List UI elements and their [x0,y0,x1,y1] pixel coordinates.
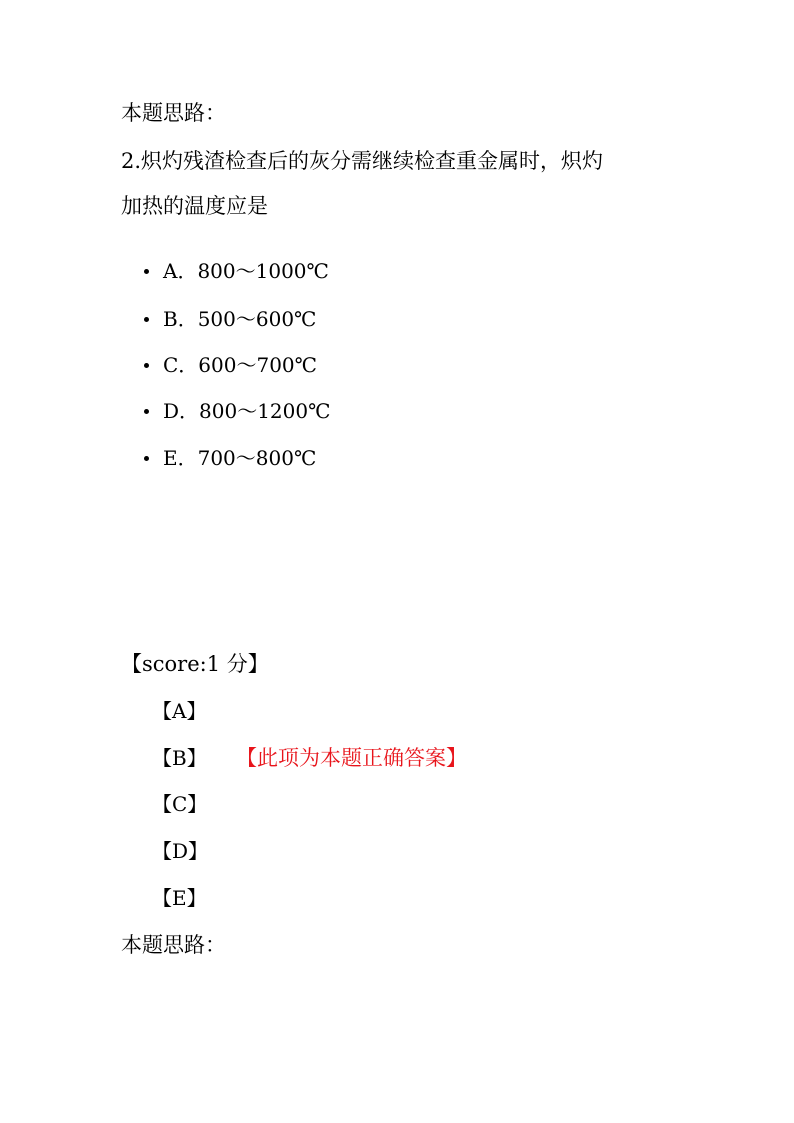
question-line-2: 加热的温度应是 [121,194,268,218]
option-e [144,444,316,472]
option-b-text: B．500～600℃ [163,307,317,331]
option-d [144,397,330,425]
question-line-1: 2.炽灼残渣检查后的灰分需继续检查重金属时，炽灼 [121,149,604,173]
top-hint: 本题思路： [121,101,226,125]
option-a-text: A．800～1000℃ [163,259,329,283]
answer-d: 【D】 [152,839,209,863]
bullet-icon [144,456,149,461]
correct-answer-note: 【此项为本题正确答案】 [236,746,467,770]
bullet-icon [144,317,149,322]
bullet-icon [144,269,149,274]
bottom-hint: 本题思路： [121,933,226,957]
answer-c: 【C】 [152,792,208,816]
option-c [144,351,317,379]
option-b [144,305,316,333]
option-c-text: C．600～700℃ [163,353,318,377]
bullet-icon [144,363,149,368]
bullet-icon [144,409,149,414]
option-a [144,257,329,285]
answer-a: 【A】 [152,699,207,723]
answer-e: 【E】 [152,886,207,910]
option-e-text: E．700～800℃ [163,446,317,470]
answer-b: 【B】 [152,746,207,770]
option-d-text: D．800～1200℃ [163,399,331,423]
score-label: 【score:1 分】 [121,652,269,676]
